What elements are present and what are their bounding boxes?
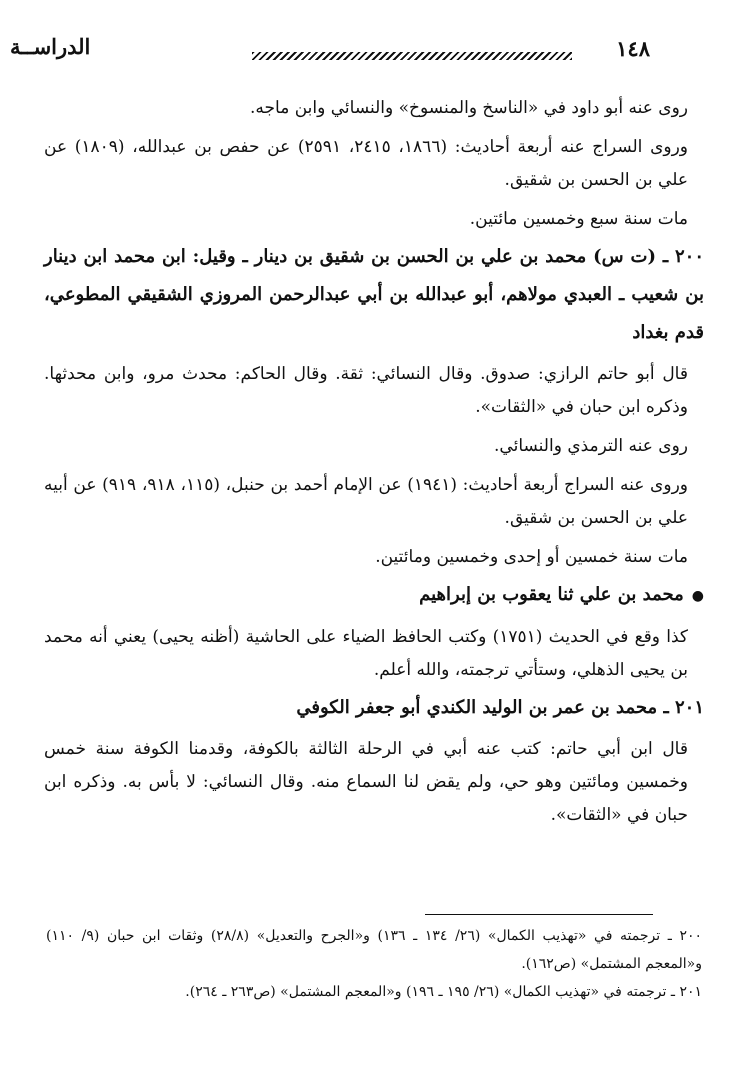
entry-200-heading: ٢٠٠ ـ (ت س) محمد بن علي بن الحسن بن شقيق بن دينار ـ وقيل: ابن محمد ابن دينار بن شعيب ـ العبدي مولاهم، أبو عبدالله بن أبي عبدالرحمن المروزي الشقيقي المطوعي، قدم بغداد: [44, 246, 704, 343]
paragraph: روى عنه أبو داود في «الناسخ والمنسوخ» والنسائي وابن ماجه.: [250, 98, 688, 118]
footnotes: [46, 922, 702, 1006]
paragraph: وروى عنه السراج أربعة أحاديث: (١٩٤١) عن الإمام أحمد بن حنبل، (١١٥، ٩١٨، ٩١٩) عن أبيه علي بن الحسن بن شقيق.: [44, 475, 688, 528]
paragraph: قال ابن أبي حاتم: كتب عنه أبي في الرحلة الثالثة بالكوفة، وقدمنا الكوفة سنة خمس وخمسين ومائتين وهو حي، ولم يقض لنا السماع منه. وقال النسائي: لا بأس به. وذكره ابن حبان في «الثقات».: [44, 739, 688, 825]
main-text: [44, 92, 704, 832]
footnote-201: ٢٠١ ـ ترجمته في «تهذيب الكمال» (٢٦/ ١٩٥ ـ ١٩٦) و«المعجم المشتمل» (ص٢٦٣ ـ ٢٦٤).: [185, 984, 702, 1000]
footnote-rule: [425, 914, 653, 915]
header-rule: [252, 52, 572, 60]
bullet-icon: ●: [691, 588, 704, 604]
paragraph: مات سنة خمسين أو إحدى وخمسين ومائتين.: [375, 547, 688, 567]
paragraph: مات سنة سبع وخمسين مائتين.: [469, 209, 688, 229]
paragraph: كذا وقع في الحديث (١٧٥١) وكتب الحافظ الضياء على الحاشية (أظنه يحيى) يعني أنه محمد بن يحيى الذهلي، وستأتي ترجمته، والله أعلم.: [44, 627, 688, 680]
section-title: الدراســة: [10, 34, 91, 59]
paragraph: قال أبو حاتم الرازي: صدوق. وقال النسائي: ثقة. وقال الحاكم: محدث مرو، وابن محدثها. وذكره ابن حبان في «الثقات».: [44, 364, 688, 417]
entry-201-heading: ٢٠١ ـ محمد بن عمر بن الوليد الكندي أبو جعفر الكوفي: [296, 697, 704, 718]
paragraph: وروى السراج عنه أربعة أحاديث: (١٨٦٦، ٢٤١٥، ٢٥٩١) عن حفص بن عبدالله، (١٨٠٩) عن علي بن الحسن بن شقيق.: [44, 137, 689, 190]
bullet-heading: [44, 576, 704, 615]
footnote-200: ٢٠٠ ـ ترجمته في «تهذيب الكمال» (٢٦/ ١٣٤ ـ ١٣٦) و«الجرح والتعديل» (٢٨/٨) وثقات ابن حبان (٩/ ١١٠) و«المعجم المشتمل» (ص١٦٢).: [46, 928, 703, 972]
paragraph: روى عنه الترمذي والنسائي.: [494, 436, 688, 456]
page-number: ١٤٨: [616, 36, 650, 61]
bullet-heading-text: محمد بن علي ثنا يعقوب بن إبراهيم: [419, 584, 684, 605]
page-header: [0, 30, 748, 70]
